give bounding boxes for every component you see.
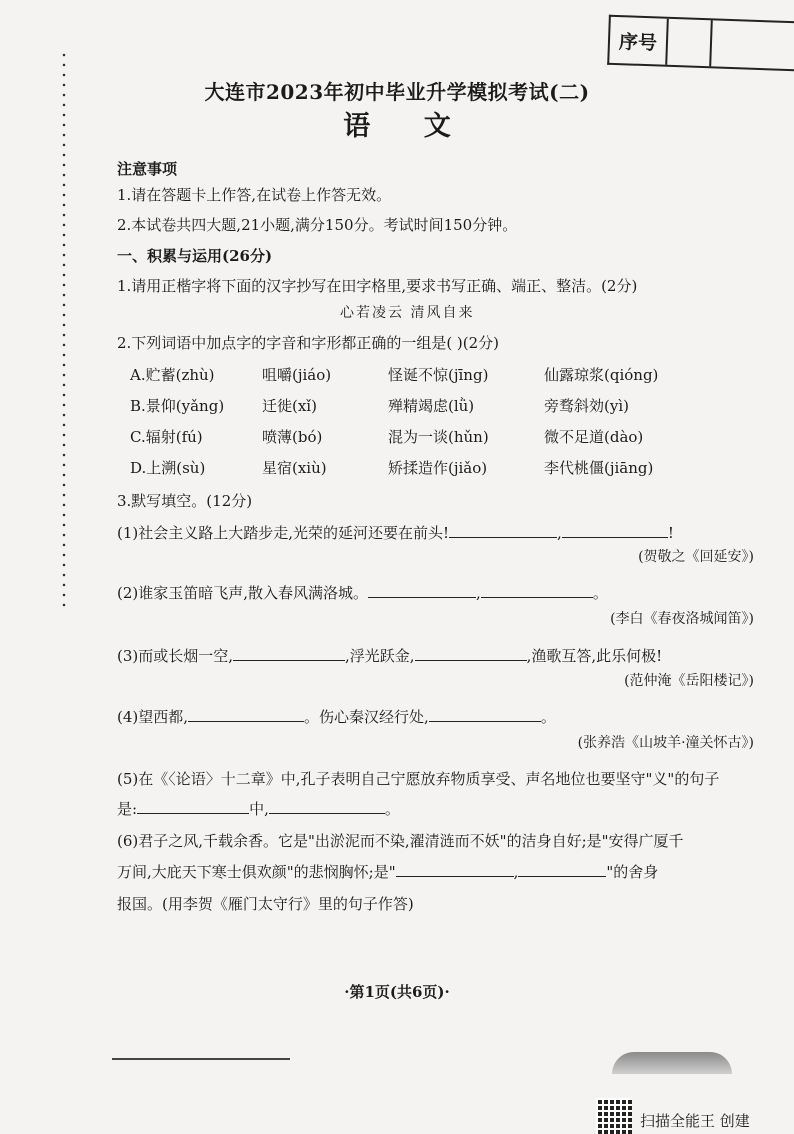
answer-blank[interactable] [449,523,557,538]
copy-phrase: 心若凌云 清风自来 [340,305,475,321]
option-b-4: 旁骛斜効(yì) [544,397,629,415]
fill-item-6-answer: 万间,大庇天下寒士俱欢颜"的悲悯胸怀;是" , "的舍身 [117,863,659,881]
answer-blank[interactable] [481,583,593,598]
page-corner-shadow [612,1052,732,1074]
subject-title: 语 文 [343,111,473,142]
option-a-3: 怪诞不惊(jīng) [388,366,489,384]
scanner-watermark: 扫描全能王 创建 [640,1112,750,1130]
option-c-4: 微不足道(dào) [544,428,644,446]
note-item: 1.请在答题卡上作答,在试卷上作答无效。 [117,186,392,204]
fill-item-5: (5)在《〈论语〉十二章》中,孔子表明自己宁愿放弃物质享受、声名地位也要坚守"义"的句子 [117,770,720,788]
fill-item-5-answer: 是: 中, 。 [117,800,400,818]
option-a-2: 咀嚼(jiáo) [262,366,332,384]
fill-item-3: (3)而或长烟一空, ,浮光跃金, ,渔歌互答,此乐何极! [117,647,663,665]
answer-blank[interactable] [188,707,304,722]
fill-item-6-note: 报国。(用李贺《雁门太守行》里的句子作答) [117,895,414,913]
qr-code-icon [596,1098,632,1134]
answer-blank[interactable] [562,523,668,538]
answer-blank[interactable] [415,646,527,661]
option-b-1: B.景仰(yǎng) [130,397,225,415]
section-heading: 一、积累与运用(26分) [117,247,273,265]
fill-item-2: (2)谁家玉笛暗飞声,散入春风满洛城。 , 。 [117,584,608,602]
fill-item-text: (1)社会主义路上大踏步走,光荣的延河还要在前头! [117,524,450,542]
answer-blank[interactable] [368,583,476,598]
option-c-2: 喷薄(bó) [262,428,323,446]
fill-item-text: (2)谁家玉笛暗飞声,散入春风满洛城。 [117,584,369,602]
answer-blank[interactable] [137,799,249,814]
exam-title: 大连市2023年初中毕业升学模拟考试(二) [204,80,590,104]
page-number: ·第1页(共6页)· [344,983,450,1001]
option-d-1: D.上溯(sù) [130,459,206,477]
fill-item-6: (6)君子之风,千载余香。它是"出淤泥而不染,濯清涟而不妖"的洁身自好;是"安得广厦千 [117,832,684,850]
option-c-3: 混为一谈(hǔn) [388,428,489,446]
option-d-2: 星宿(xiù) [262,459,327,477]
answer-blank[interactable] [269,799,385,814]
option-d-3: 矫揉造作(jiǎo) [388,459,488,477]
serial-cell [711,20,794,69]
fill-item-4: (4)望西都, 。伤心秦汉经行处, 。 [117,708,556,726]
option-a-4: 仙露琼浆(qióng) [544,366,659,384]
option-b-3: 殚精竭虑(lǜ) [388,397,475,415]
serial-cell [667,19,713,67]
source-citation: (李白《春夜洛城闻笛》) [610,611,754,627]
source-citation: (范仲淹《岳阳楼记》) [624,673,754,689]
source-citation: (张养浩《山坡羊·潼关怀古》) [577,735,754,751]
option-a-1: A.贮蓄(zhù) [130,366,215,384]
note-item: 2.本试卷共四大题,21小题,满分150分。考试时间150分钟。 [117,216,518,234]
answer-blank[interactable] [518,862,606,877]
question-3: 3.默写填空。(12分) [117,492,253,510]
fill-item-1: (1)社会主义路上大踏步走,光荣的延河还要在前头! , ! [117,524,674,542]
source-citation: (贺敬之《回延安》) [638,549,754,565]
notes-heading: 注意事项 [117,160,178,178]
option-d-4: 李代桃僵(jiāng) [544,459,654,477]
answer-blank[interactable] [429,707,541,722]
question-2: 2.下列词语中加点字的字音和字形都正确的一组是( )(2分) [117,334,500,352]
serial-number-box [607,15,794,72]
serial-label: 序号 [609,17,669,65]
bottom-rule [112,1058,290,1060]
option-b-2: 迁徙(xǐ) [262,397,317,415]
question-1: 1.请用正楷字将下面的汉字抄写在田字格里,要求书写正确、端正、整洁。(2分) [117,277,638,295]
answer-blank[interactable] [233,646,345,661]
answer-blank[interactable] [396,862,514,877]
option-c-1: C.辐射(fú) [130,428,203,446]
